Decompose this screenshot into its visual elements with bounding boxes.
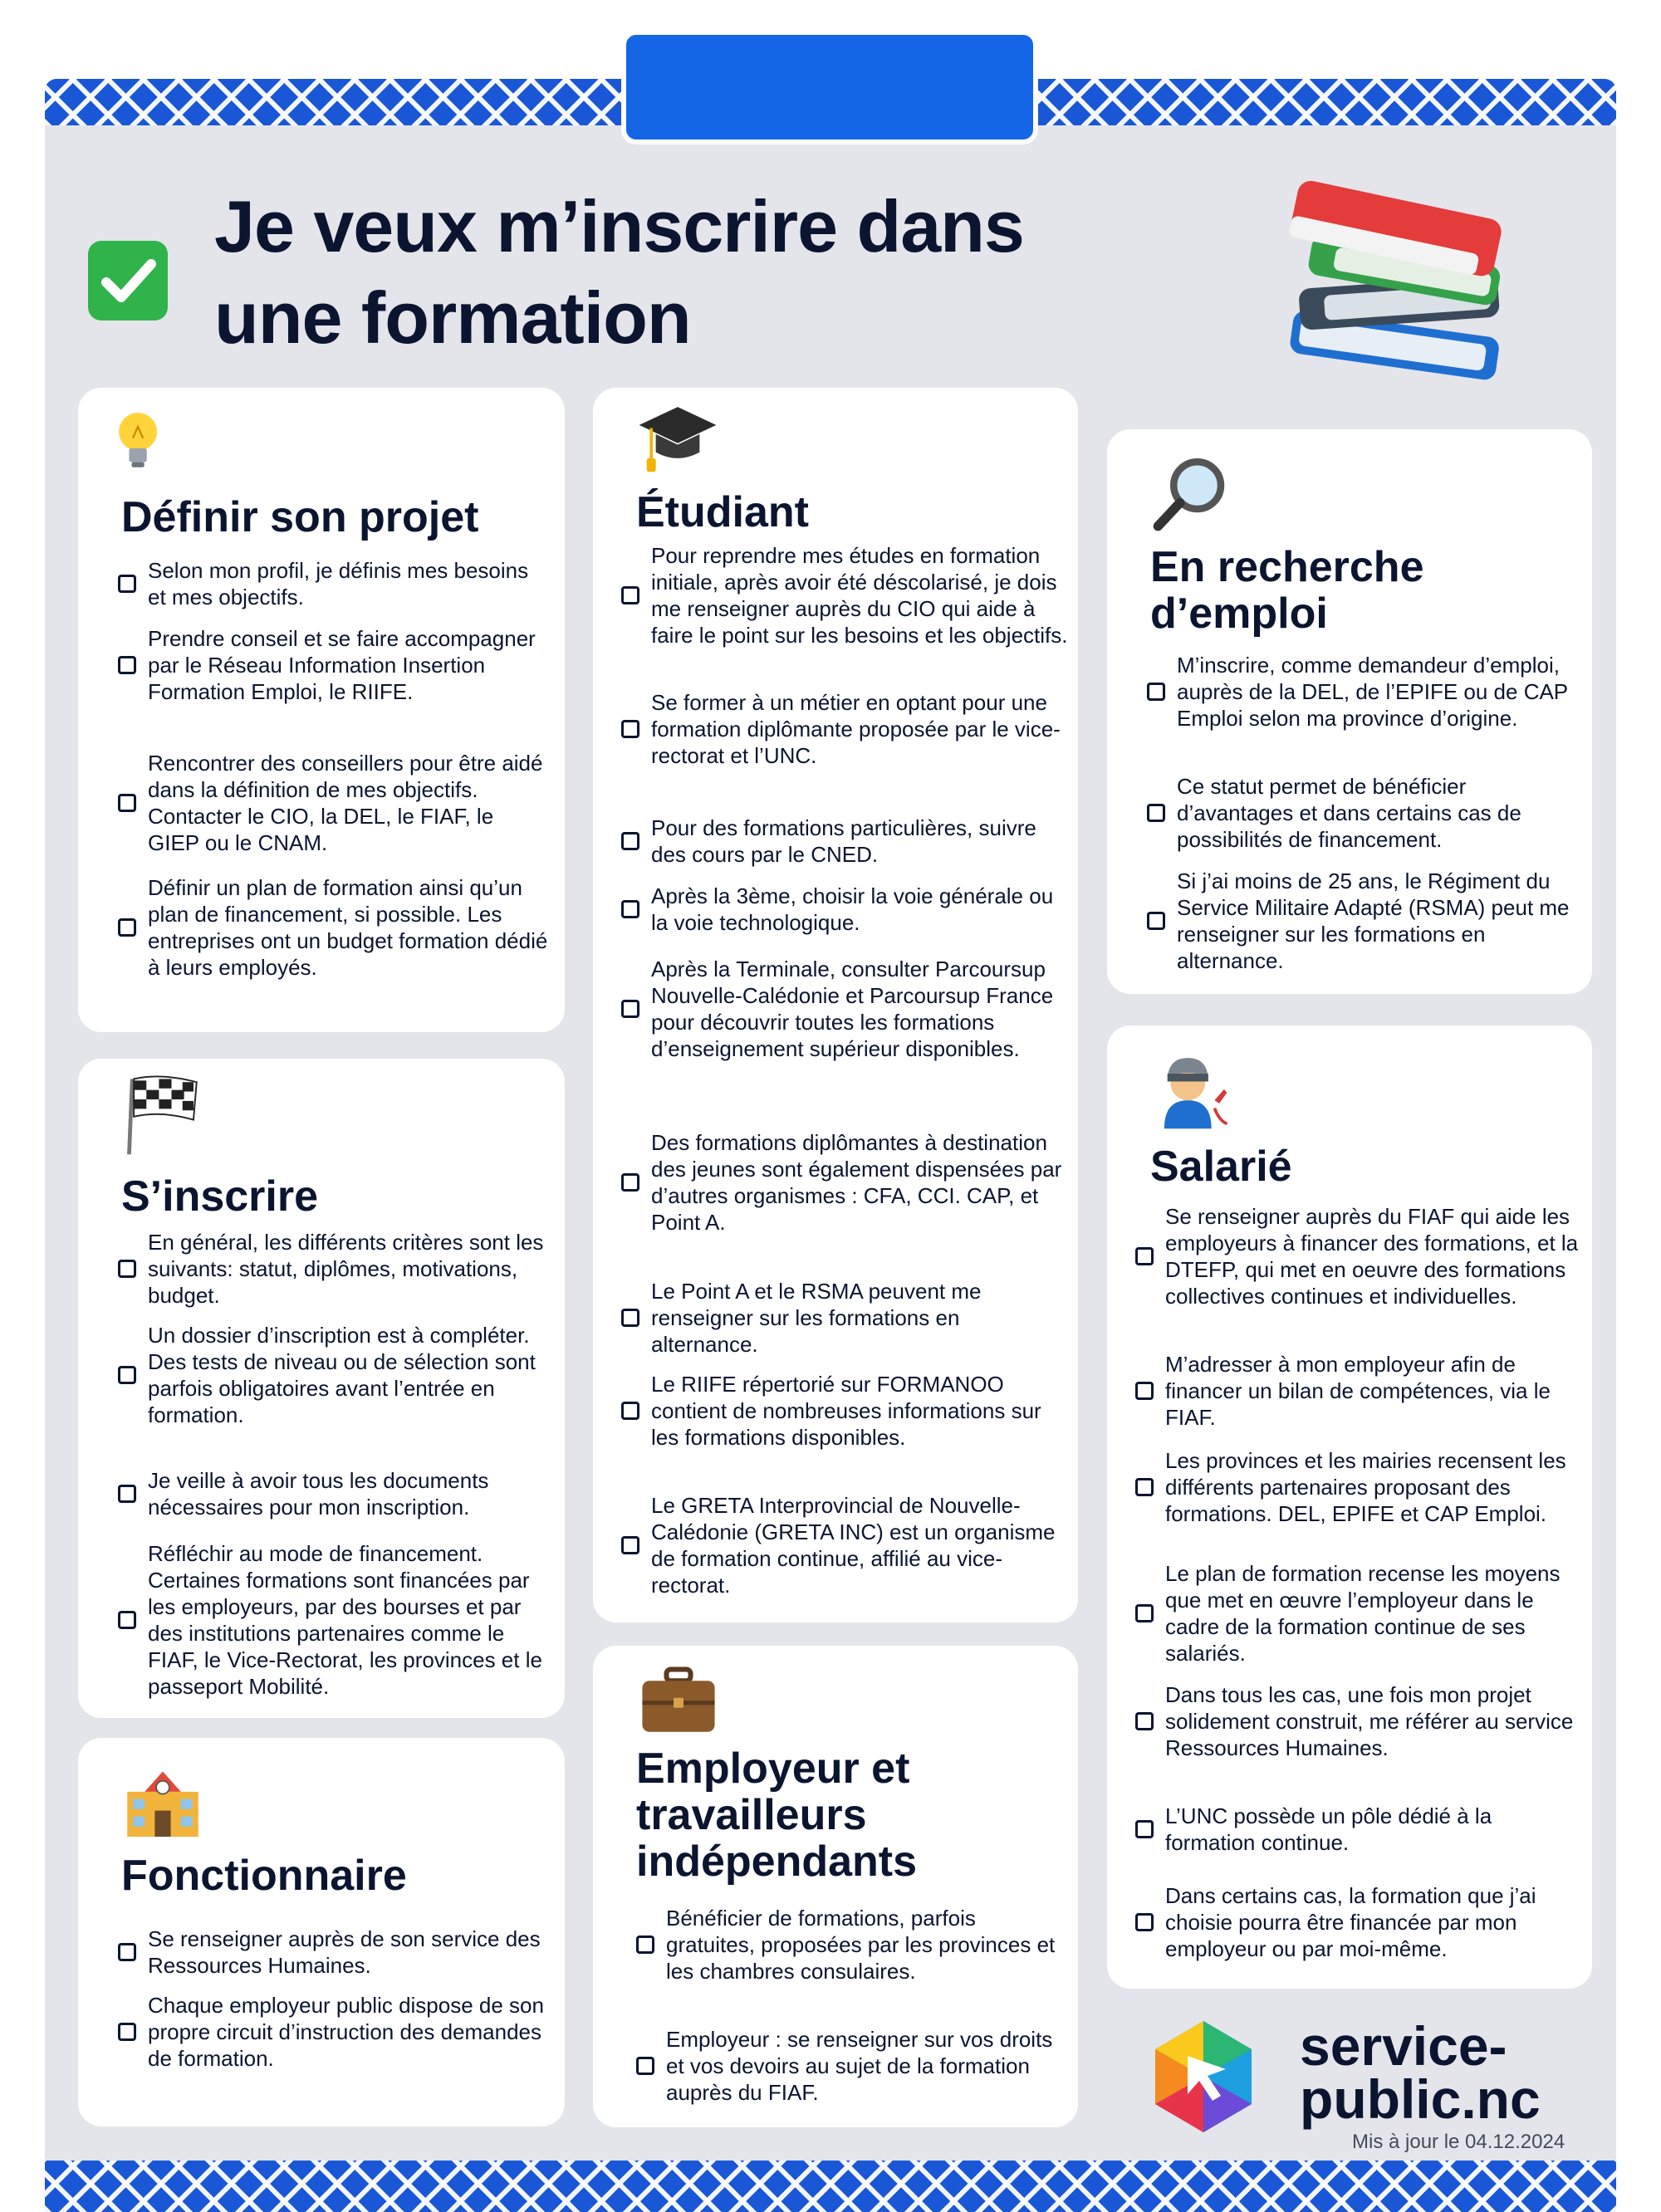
checklist-item[interactable]: Pour des formations particulières, suivre des cours par le CNED. [621, 815, 1070, 868]
checklist-item[interactable]: Définir un plan de formation ainsi qu’un plan de financement, si possible. Les entreprises ont un budget formation dédié à leurs employés. [118, 874, 550, 981]
briefcase-icon [635, 1662, 723, 1740]
checklist-item[interactable]: Selon mon profil, je définis mes besoins et mes objectifs. [118, 557, 550, 610]
checkbox[interactable] [118, 918, 136, 937]
checklist-item[interactable]: Se former à un métier en optant pour une formation diplômante proposée par le vice-rectorat et l’UNC. [621, 689, 1070, 769]
page-title [214, 181, 1244, 364]
checklist-item[interactable]: Rencontrer des conseillers pour être aidé dans la définition de mes objectifs. Contacter le CIO, la DEL, le FIAF, le GIEP ou le CNAM. [118, 750, 550, 856]
checklist-item[interactable]: L’UNC possède un pôle dédié à la formation continue. [1135, 1803, 1584, 1856]
bottom-decorative-band [45, 2161, 1616, 2212]
checklist-item[interactable]: Dans tous les cas, une fois mon projet solidement construit, me référer au service Ressources Humaines. [1135, 1681, 1584, 1761]
checkbox[interactable] [1135, 1712, 1154, 1730]
checkbox[interactable] [1147, 912, 1165, 930]
checklist-item[interactable]: Je veille à avoir tous les documents nécessaires pour mon inscription. [118, 1467, 553, 1520]
checklist-item[interactable]: Si j’ai moins de 25 ans, le Régiment du Service Militaire Adapté (RSMA) peut me renseigner sur les formations en alternance. [1147, 868, 1584, 974]
checkbox[interactable] [1135, 1913, 1154, 1931]
checkbox[interactable] [118, 656, 136, 674]
card-title: Employeur et travailleurs indépendants [636, 1745, 918, 1886]
magnifying-glass-icon [1149, 451, 1235, 537]
checklist-item[interactable]: Dans certains cas, la formation que j’ai choisie pourra être financée par mon employeur ou par moi-même. [1135, 1882, 1584, 1962]
checklist-item[interactable]: Employeur : se renseigner sur vos droits et vos devoirs au sujet de la formation auprès du FIAF. [636, 2026, 1068, 2106]
card-title: Salarié [1150, 1143, 1292, 1191]
card-salarie [1107, 1025, 1592, 1989]
checklist-item[interactable]: Des formations diplômantes à destination des jeunes sont également dispensées par d’autres organismes : CFA, CCI. CAP, et Point A. [621, 1129, 1070, 1236]
card-title: En recherche d’emploi [1150, 543, 1424, 638]
checkbox[interactable] [118, 1260, 136, 1278]
checkbox[interactable] [621, 832, 639, 850]
checklist-item[interactable]: Pour reprendre mes études en formation initiale, après avoir été déscolarisé, je dois me renseigner auprès du CIO qui aide à faire le point sur les besoins et les objectifs. [621, 542, 1070, 648]
checklist-item[interactable]: Bénéficier de formations, parfois gratuites, proposées par les provinces et les chambres consulaires. [636, 1905, 1068, 1984]
checkbox[interactable] [621, 586, 639, 604]
checklist-item[interactable]: Se renseigner auprès du FIAF qui aide les employeurs à financer des formations, et la DTEFP, qui met en oeuvre des formations collectives continues et individuelles. [1135, 1203, 1584, 1309]
factory-worker-icon [1149, 1045, 1235, 1132]
page-title-line2: une formation [214, 276, 691, 359]
update-date: Mis à jour le 04.12.2024 [1352, 2131, 1565, 2153]
checkbox[interactable] [621, 900, 639, 918]
page-title-line1: Je veux m’inscrire dans [214, 185, 1024, 267]
checklist-item[interactable]: M’inscrire, comme demandeur d’emploi, auprès de la DEL, de l’EPIFE ou de CAP Emploi selon ma province d’origine. [1147, 652, 1584, 732]
checkbox[interactable] [621, 1536, 639, 1554]
checkbox[interactable] [1135, 1604, 1154, 1622]
card-employeur [593, 1646, 1078, 2127]
checklist-item[interactable]: Le Point A et le RSMA peuvent me renseigner sur les formations en alternance. [621, 1278, 1070, 1358]
checkbox[interactable] [1147, 683, 1165, 701]
checklist-item[interactable]: Ce statut permet de bénéficier d’avantages et dans certains cas de possibilités de financement. [1147, 773, 1584, 853]
lightbulb-icon [111, 399, 181, 486]
checkbox[interactable] [1135, 1382, 1154, 1400]
card-fonctionnaire [78, 1738, 565, 2126]
checkbox[interactable] [118, 1485, 136, 1503]
checkbox[interactable] [118, 1943, 136, 1961]
card-title: Fonctionnaire [121, 1852, 407, 1900]
clipboard-clip [621, 30, 1038, 144]
checkbox[interactable] [118, 1366, 136, 1384]
checkbox[interactable] [636, 2057, 654, 2075]
card-title: S’inscrire [121, 1172, 319, 1221]
card-etudiant [593, 388, 1078, 1622]
card-definir-projet [78, 388, 565, 1032]
checklist-item[interactable]: M’adresser à mon employeur afin de financer un bilan de compétences, via le FIAF. [1135, 1351, 1584, 1431]
books-icon [1275, 166, 1516, 394]
checklist-item[interactable]: Après la Terminale, consulter Parcoursup Nouvelle-Calédonie et Parcoursup France pour découvrir toutes les formations d’enseignement supérieur disponibles. [621, 956, 1070, 1062]
checkbox[interactable] [621, 1402, 639, 1420]
checkered-flag-icon [121, 1069, 208, 1160]
card-title: Étudiant [636, 488, 809, 536]
checkbox[interactable] [118, 2023, 136, 2041]
card-recherche-emploi [1107, 429, 1592, 994]
checkbox[interactable] [1147, 804, 1165, 822]
card-title: Définir son projet [121, 493, 479, 541]
checklist-item[interactable]: Le RIIFE répertorié sur FORMANOO contient de nombreuses informations sur les formations disponibles. [621, 1371, 1070, 1451]
checkbox[interactable] [1135, 1247, 1154, 1265]
checklist-item[interactable]: Le plan de formation recense les moyens que met en œuvre l’employeur dans le cadre de la formation continue de ses salariés. [1135, 1560, 1584, 1666]
checkbox[interactable] [1135, 1820, 1154, 1838]
checklist-item[interactable]: Prendre conseil et se faire accompagner par le Réseau Information Insertion Formation Emploi, le RIIFE. [118, 625, 550, 705]
checklist-item[interactable]: Les provinces et les mairies recensent les différents partenaires proposant des formations. DEL, EPIFE et CAP Emploi. [1135, 1447, 1584, 1527]
brand-name: service- public.nc [1300, 2015, 1541, 2130]
checklist-item[interactable]: Après la 3ème, choisir la voie générale ou la voie technologique. [621, 883, 1070, 936]
checkbox[interactable] [118, 575, 136, 593]
service-public-logo-icon [1144, 2018, 1262, 2136]
checkbox[interactable] [1135, 1478, 1154, 1496]
checkbox[interactable] [621, 1309, 639, 1327]
checklist-item[interactable]: Se renseigner auprès de son service des Ressources Humaines. [118, 1926, 550, 1979]
checklist-item[interactable]: Le GRETA Interprovincial de Nouvelle-Calédonie (GRETA INC) est un organisme de formation continue, affilié au vice-rectorat. [621, 1492, 1070, 1598]
graduation-cap-icon [635, 399, 721, 482]
checkbox[interactable] [636, 1936, 654, 1954]
checklist-item[interactable]: Chaque employeur public dispose de son propre circuit d’instruction des demandes de formation. [118, 1992, 550, 2072]
checkbox[interactable] [118, 1611, 136, 1629]
check-mark-icon [88, 241, 168, 321]
checklist-item[interactable]: Un dossier d’inscription est à compléter. Des tests de niveau ou de sélection sont parfois obligatoires avant l’entrée en formation. [118, 1322, 553, 1428]
checkbox[interactable] [621, 1000, 639, 1018]
checkbox[interactable] [621, 1173, 639, 1192]
checkbox[interactable] [621, 720, 639, 738]
checklist-item[interactable]: Réfléchir au mode de financement. Certaines formations sont financées par les employeurs, par des bourses et par des institutions partenaires comme le FIAF, le Vice-Rectorat, les provinces et le passeport Mobilité. [118, 1540, 553, 1700]
checkbox[interactable] [118, 794, 136, 812]
card-sinscrire [78, 1059, 565, 1718]
school-building-icon [120, 1763, 206, 1843]
checklist-item[interactable]: En général, les différents critères sont les suivants: statut, diplômes, motivations, budget. [118, 1229, 553, 1309]
